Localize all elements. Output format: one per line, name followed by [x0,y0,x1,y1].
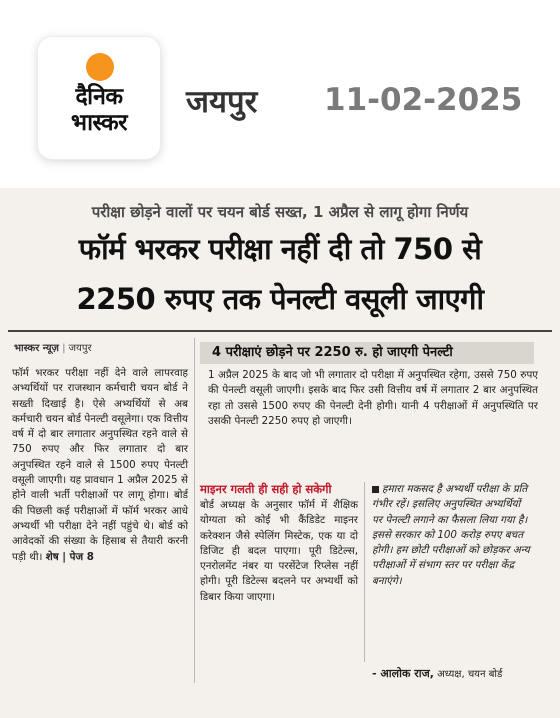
headline-divider [8,330,552,332]
kicker-headline: परीक्षा छोड़ने वालों पर चयन बोर्ड सख्त, 1 अप्रैल से लागू होगा निर्णय [91,203,469,221]
pull-quote [372,482,532,589]
box-headline: 4 परीक्षाएं छोड़ने पर 2250 रु. हो जाएगी पेनल्टी [200,342,534,364]
sun-logo-icon [86,53,114,81]
byline [14,340,92,354]
column-divider [194,338,195,683]
byline-place: जयपुर [68,343,92,354]
box-body-text: 1 अप्रैल 2025 के बाद जो भी लगातार दो परीक्षा में अनुपस्थित रहेगा, उससे 750 रुपए की पेनल्टी वसूली जाएगी। इसके बाद फिर उसी वित्तीय वर्ष में लगातार 2 बार अनुपस्थित रहा तो उससे 1500 रुपए की पेनल्टी देनी होगी। यानी 4 परीक्षाओं में अनुपस्थिति पर उसकी पेनल्टी 2250 रुपए हो जाएगी। [208,369,538,427]
edition-date: 11-02-2025 [324,82,523,118]
byline-source: भास्कर न्यूज़ [14,343,59,354]
article-body-left-text: फॉर्म भरकर परीक्षा नहीं देने वाले लापरवाह अभ्यर्थियों पर राजस्थान कर्मचारी चयन बोर्ड ने सख्ती दिखाई है। ऐसे अभ्यर्थियों से अब कर्मचारी चयन बोर्ड पेनल्टी वसूलेगा। एक वित्तीय वर्ष में दो बार लगातार अनुपस्थित रहने वाले से 750 रुपए और फिर लगातार दो बार अनुपस्थित रहने वाले से 1500 रुपए पेनल्टी वसूली जाएगी। यह प्रावधान 1 अप्रैल 2025 से होने वाली भर्ती परीक्षाओं पर लागू होगा। बोर्ड की पिछली कई परीक्षाओं में फॉर्म भरकर आधे अभ्यर्थी भी परीक्षा देने नहीं पहुंचे थे। बोर्ड को आवेदकों की संख्या के हिसाब से तैयारी करनी पड़ी थी। [12,367,188,563]
logo-text-line2: भास्कर [70,110,128,136]
continued-on-page: शेष | पेज 8 [45,550,94,563]
pull-quote-text: हमारा मकसद है अभ्यर्थी परीक्षा के प्रति गंभीर रहें। इसलिए अनुपस्थित अभ्यर्थियों पर पेनल्टी लगाने का फैसला लिया गया है। इससे सरकार को 100 करोड़ रुपए बचत होगी। हम छोटी परीक्षाओं को छोड़कर अन्य परीक्षाओं में संभाग स्तर पर परीक्षा केंद्र बनाएंगे। [372,483,530,587]
main-headline-line1: फॉर्म भरकर परीक्षा नहीं दी तो 750 से [78,232,482,266]
attribution-name: - आलोक राज, [372,667,434,680]
news-clipping [0,188,560,718]
article-body-left [12,366,188,565]
column-divider-2 [364,482,365,662]
edition-city: जयपुर [186,84,258,120]
attribution-role: अध्यक्ष, चयन बोर्ड [437,669,503,680]
quote-attribution [372,666,552,681]
byline-separator: | [61,343,66,354]
subheading: माइनर गलती ही सही हो सकेगी [200,482,332,496]
main-headline-line2: 2250 रुपए तक पेनल्टी वसूली जाएगी [76,282,484,316]
logo-text-line1: दैनिक [75,84,123,110]
article-body-middle: बोर्ड अध्यक्ष के अनुसार फॉर्म में शैक्षिक योग्यता को कोई भी कैंडिडेट माइनर करेक्शन जैसे स्पेलिंग मिस्टेक, एक या दो डिजिट ही बदल पाएगा। पूरी डिटेल्स, एनरोलमेंट नंबर या परसेंटेज रिप्लेस नहीं होगी। पूरी डिटेल्स बदलने पर अभ्यर्थी को डिबार किया जाएगा। [200,499,358,603]
dainik-bhaskar-logo [38,37,160,159]
bullet-square-icon [372,486,379,493]
